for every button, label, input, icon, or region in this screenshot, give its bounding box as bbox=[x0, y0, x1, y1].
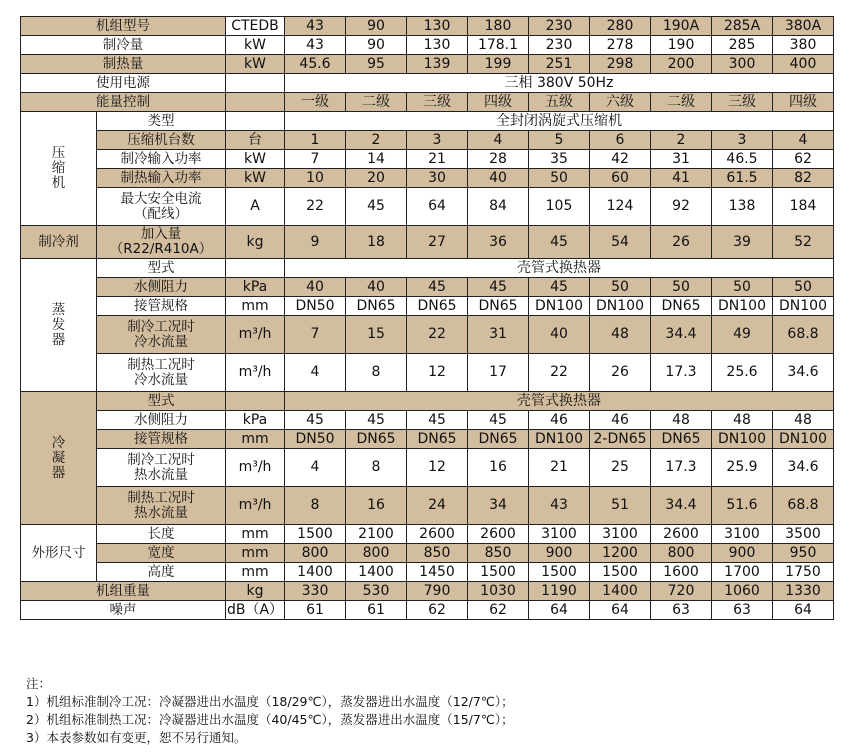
table-cell: 26 bbox=[651, 226, 712, 259]
table-cell: 1400 bbox=[590, 582, 651, 601]
table-row bbox=[21, 36, 834, 55]
spec-table bbox=[20, 16, 834, 620]
table-cell: 51 bbox=[590, 487, 651, 525]
row-label-cell: 类型 bbox=[97, 112, 226, 131]
table-cell: 1190 bbox=[529, 582, 590, 601]
note-2: 2）机组标准制热工况：冷凝器进出水温度（40/45℃），蒸发器进出水温度（15/7℃）； bbox=[26, 712, 514, 727]
table-cell: m³/h bbox=[226, 316, 285, 354]
table-cell: 285 bbox=[712, 36, 773, 55]
table-cell: 280 bbox=[590, 17, 651, 36]
table-cell: 17.3 bbox=[651, 449, 712, 487]
table-cell: 40 bbox=[285, 278, 346, 297]
table-row bbox=[21, 55, 834, 74]
table-cell: 61 bbox=[285, 601, 346, 620]
table-cell: DN50 bbox=[285, 430, 346, 449]
table-cell: 90 bbox=[346, 36, 407, 55]
table-cell: 42 bbox=[590, 150, 651, 169]
table-cell: 34.4 bbox=[651, 316, 712, 354]
table-cell: 1330 bbox=[773, 582, 834, 601]
table-cell: 92 bbox=[651, 188, 712, 226]
table-cell: 68.8 bbox=[773, 487, 834, 525]
table-cell: 62 bbox=[773, 150, 834, 169]
row-label-cell: 机组重量 bbox=[21, 582, 226, 601]
table-cell: 18 bbox=[346, 226, 407, 259]
table-cell: 12 bbox=[407, 449, 468, 487]
table-cell: 4 bbox=[773, 131, 834, 150]
table-cell: 230 bbox=[529, 17, 590, 36]
table-cell: 16 bbox=[346, 487, 407, 525]
table-cell: 45 bbox=[346, 188, 407, 226]
table-row bbox=[21, 17, 834, 36]
table-cell: 14 bbox=[346, 150, 407, 169]
table-cell: 16 bbox=[468, 449, 529, 487]
table-cell: 50 bbox=[529, 169, 590, 188]
table-cell: 61 bbox=[346, 601, 407, 620]
table-cell: DN65 bbox=[651, 297, 712, 316]
table-cell: 4 bbox=[285, 354, 346, 392]
table-cell: 60 bbox=[590, 169, 651, 188]
table-cell: 1700 bbox=[712, 563, 773, 582]
table-cell: 1060 bbox=[712, 582, 773, 601]
table-row bbox=[21, 297, 834, 316]
row-label-cell: 能量控制 bbox=[21, 93, 226, 112]
row-label-cell: 制冷工况时 热水流量 bbox=[97, 449, 226, 487]
table-cell: 8 bbox=[285, 487, 346, 525]
table-cell: 400 bbox=[773, 55, 834, 74]
row-label-cell: 制热量 bbox=[21, 55, 226, 74]
table-cell: mm bbox=[226, 563, 285, 582]
table-cell: 45 bbox=[529, 278, 590, 297]
table-cell: DN100 bbox=[529, 297, 590, 316]
table-cell: 184 bbox=[773, 188, 834, 226]
table-cell: 30 bbox=[407, 169, 468, 188]
table-row bbox=[21, 392, 834, 411]
table-cell: 40 bbox=[529, 316, 590, 354]
table-row bbox=[21, 74, 834, 93]
table-cell: 3 bbox=[712, 131, 773, 150]
table-cell: 1400 bbox=[285, 563, 346, 582]
table-cell: 50 bbox=[712, 278, 773, 297]
table-cell: DN65 bbox=[651, 430, 712, 449]
table-cell: 68.8 bbox=[773, 316, 834, 354]
table-row bbox=[21, 582, 834, 601]
table-cell: 720 bbox=[651, 582, 712, 601]
table-cell: 62 bbox=[407, 601, 468, 620]
table-cell: 45 bbox=[468, 278, 529, 297]
table-cell: 50 bbox=[590, 278, 651, 297]
notes-title: 注： bbox=[26, 676, 52, 691]
row-label-cell: 制热工况时 热水流量 bbox=[97, 487, 226, 525]
table-cell: 36 bbox=[468, 226, 529, 259]
table-cell: 61.5 bbox=[712, 169, 773, 188]
row-label-cell: 水侧阻力 bbox=[97, 278, 226, 297]
table-cell: DN100 bbox=[773, 430, 834, 449]
row-label-cell: 型式 bbox=[97, 259, 226, 278]
table-cell: 24 bbox=[407, 487, 468, 525]
row-label-cell: 长度 bbox=[97, 525, 226, 544]
table-cell: 40 bbox=[468, 169, 529, 188]
table-cell: 1500 bbox=[590, 563, 651, 582]
table-cell: kg bbox=[226, 226, 285, 259]
table-cell: DN100 bbox=[712, 430, 773, 449]
table-cell: 二级 bbox=[346, 93, 407, 112]
table-cell: 34.6 bbox=[773, 354, 834, 392]
table-cell: 64 bbox=[773, 601, 834, 620]
table-cell: 1750 bbox=[773, 563, 834, 582]
table-cell: 84 bbox=[468, 188, 529, 226]
table-cell: kg bbox=[226, 582, 285, 601]
table-cell: 850 bbox=[468, 544, 529, 563]
row-label-cell: 制冷剂 bbox=[21, 226, 97, 259]
table-cell: 35 bbox=[529, 150, 590, 169]
table-cell: 380 bbox=[773, 36, 834, 55]
table-cell: DN65 bbox=[407, 430, 468, 449]
table-cell: kPa bbox=[226, 278, 285, 297]
table-cell: 278 bbox=[590, 36, 651, 55]
note-1: 1）机组标准制冷工况：冷凝器进出水温度（18/29℃），蒸发器进出水温度（12/7℃）； bbox=[26, 694, 514, 709]
table-cell: 124 bbox=[590, 188, 651, 226]
table-cell: DN65 bbox=[407, 297, 468, 316]
table-cell: mm bbox=[226, 430, 285, 449]
row-label-cell: 制热输入功率 bbox=[97, 169, 226, 188]
row-label-cell: 宽度 bbox=[97, 544, 226, 563]
table-cell: 180 bbox=[468, 17, 529, 36]
row-label-cell: 压 缩 机 bbox=[21, 112, 97, 226]
table-row bbox=[21, 226, 834, 259]
table-cell: 壳管式换热器 bbox=[285, 392, 834, 411]
table-cell: A bbox=[226, 188, 285, 226]
table-cell: 45 bbox=[529, 226, 590, 259]
table-cell: 壳管式换热器 bbox=[285, 259, 834, 278]
table-cell: 25.9 bbox=[712, 449, 773, 487]
table-row bbox=[21, 131, 834, 150]
table-cell: mm bbox=[226, 525, 285, 544]
table-cell: kW bbox=[226, 36, 285, 55]
table-cell: 1600 bbox=[651, 563, 712, 582]
table-row bbox=[21, 93, 834, 112]
table-cell: 45 bbox=[407, 278, 468, 297]
table-cell bbox=[226, 392, 285, 411]
row-label-cell: 水侧阻力 bbox=[97, 411, 226, 430]
table-cell: DN100 bbox=[590, 297, 651, 316]
table-cell: 12 bbox=[407, 354, 468, 392]
table-row bbox=[21, 259, 834, 278]
table-cell: 46.5 bbox=[712, 150, 773, 169]
table-cell: 190A bbox=[651, 17, 712, 36]
table-cell: 4 bbox=[285, 449, 346, 487]
row-label-cell: 型式 bbox=[97, 392, 226, 411]
table-cell: 3100 bbox=[529, 525, 590, 544]
table-cell: 46 bbox=[529, 411, 590, 430]
table-cell: 200 bbox=[651, 55, 712, 74]
row-label-cell: 压缩机台数 bbox=[97, 131, 226, 150]
table-cell: 380A bbox=[773, 17, 834, 36]
table-row bbox=[21, 188, 834, 226]
table-cell: mm bbox=[226, 297, 285, 316]
table-cell: 3100 bbox=[712, 525, 773, 544]
row-label-cell: 加入量 （R22/R410A） bbox=[97, 226, 226, 259]
table-cell: DN100 bbox=[712, 297, 773, 316]
table-cell: 90 bbox=[346, 17, 407, 36]
table-cell: DN65 bbox=[468, 430, 529, 449]
table-cell: kW bbox=[226, 150, 285, 169]
table-cell: 62 bbox=[468, 601, 529, 620]
table-cell: m³/h bbox=[226, 449, 285, 487]
table-cell: 63 bbox=[712, 601, 773, 620]
table-cell: 2100 bbox=[346, 525, 407, 544]
table-cell: 95 bbox=[346, 55, 407, 74]
table-cell: 105 bbox=[529, 188, 590, 226]
table-cell: CTEDB bbox=[226, 17, 285, 36]
table-cell: 1400 bbox=[346, 563, 407, 582]
table-cell: 43 bbox=[285, 36, 346, 55]
table-cell: 900 bbox=[712, 544, 773, 563]
table-cell: 300 bbox=[712, 55, 773, 74]
table-cell: 50 bbox=[773, 278, 834, 297]
table-cell: 7 bbox=[285, 150, 346, 169]
table-cell: 45.6 bbox=[285, 55, 346, 74]
table-cell: 2-DN65 bbox=[590, 430, 651, 449]
table-cell: 138 bbox=[712, 188, 773, 226]
note-3: 3）本表参数如有变更，恕不另行通知。 bbox=[26, 730, 247, 745]
table-cell: DN65 bbox=[346, 297, 407, 316]
table-cell: 1200 bbox=[590, 544, 651, 563]
table-cell: 9 bbox=[285, 226, 346, 259]
row-label-cell: 最大安全电流 （配线） bbox=[97, 188, 226, 226]
table-cell: 2 bbox=[346, 131, 407, 150]
table-cell: 3 bbox=[407, 131, 468, 150]
table-row bbox=[21, 150, 834, 169]
table-cell: 2 bbox=[651, 131, 712, 150]
table-row bbox=[21, 354, 834, 392]
row-label-cell: 制冷工况时 冷水流量 bbox=[97, 316, 226, 354]
table-cell: 130 bbox=[407, 17, 468, 36]
table-row bbox=[21, 112, 834, 131]
table-cell: dB（A） bbox=[226, 601, 284, 618]
table-cell: DN50 bbox=[285, 297, 346, 316]
row-label-cell: 蒸 发 器 bbox=[21, 259, 97, 392]
table-cell: 43 bbox=[529, 487, 590, 525]
spec-table-body bbox=[21, 17, 834, 620]
table-cell: 800 bbox=[285, 544, 346, 563]
table-cell: 全封闭涡旋式压缩机 bbox=[285, 112, 834, 131]
table-cell: 530 bbox=[346, 582, 407, 601]
table-cell: 26 bbox=[590, 354, 651, 392]
table-cell: mm bbox=[226, 544, 285, 563]
table-cell: DN65 bbox=[346, 430, 407, 449]
table-cell: 46 bbox=[590, 411, 651, 430]
table-cell: 22 bbox=[407, 316, 468, 354]
table-cell: 330 bbox=[285, 582, 346, 601]
notes bbox=[26, 675, 514, 747]
table-cell: 四级 bbox=[773, 93, 834, 112]
table-row bbox=[21, 169, 834, 188]
table-cell bbox=[226, 112, 285, 131]
table-cell: 六级 bbox=[590, 93, 651, 112]
table-cell: 8 bbox=[346, 354, 407, 392]
table-cell: DN100 bbox=[529, 430, 590, 449]
table-cell: 28 bbox=[468, 150, 529, 169]
table-cell: 二级 bbox=[651, 93, 712, 112]
table-cell: 39 bbox=[712, 226, 773, 259]
table-cell: m³/h bbox=[226, 487, 285, 525]
table-cell: 27 bbox=[407, 226, 468, 259]
table-cell: 64 bbox=[407, 188, 468, 226]
table-cell: DN100 bbox=[773, 297, 834, 316]
table-cell: 台 bbox=[226, 131, 285, 150]
table-cell: 48 bbox=[773, 411, 834, 430]
table-cell: 178.1 bbox=[468, 36, 529, 55]
table-cell: 22 bbox=[529, 354, 590, 392]
table-cell: 64 bbox=[590, 601, 651, 620]
table-cell: 800 bbox=[346, 544, 407, 563]
table-row bbox=[21, 430, 834, 449]
table-cell: 63 bbox=[651, 601, 712, 620]
table-cell: 21 bbox=[529, 449, 590, 487]
table-cell: 45 bbox=[346, 411, 407, 430]
table-cell: 6 bbox=[590, 131, 651, 150]
table-cell: 130 bbox=[407, 36, 468, 55]
table-cell: 43 bbox=[285, 17, 346, 36]
table-cell: 49 bbox=[712, 316, 773, 354]
table-cell: 48 bbox=[590, 316, 651, 354]
table-row bbox=[21, 563, 834, 582]
table-cell: 251 bbox=[529, 55, 590, 74]
table-cell: kW bbox=[226, 169, 285, 188]
table-cell: 3100 bbox=[590, 525, 651, 544]
table-cell: 三级 bbox=[712, 93, 773, 112]
table-cell: 一级 bbox=[285, 93, 346, 112]
table-row bbox=[21, 449, 834, 487]
row-label-cell: 外形尺寸 bbox=[21, 525, 97, 582]
table-cell: 800 bbox=[651, 544, 712, 563]
table-cell: 850 bbox=[407, 544, 468, 563]
table-cell: 22 bbox=[285, 188, 346, 226]
table-row bbox=[21, 601, 834, 620]
table-cell: 54 bbox=[590, 226, 651, 259]
table-cell: 17.3 bbox=[651, 354, 712, 392]
table-cell: 三级 bbox=[407, 93, 468, 112]
row-label-cell: 制热工况时 冷水流量 bbox=[97, 354, 226, 392]
table-row bbox=[21, 544, 834, 563]
row-label-cell: 接管规格 bbox=[97, 430, 226, 449]
table-row bbox=[21, 278, 834, 297]
table-cell: 2600 bbox=[407, 525, 468, 544]
table-cell: 2600 bbox=[468, 525, 529, 544]
table-cell: 790 bbox=[407, 582, 468, 601]
row-label-cell: 机组型号 bbox=[21, 17, 226, 36]
table-cell: 20 bbox=[346, 169, 407, 188]
table-cell: 34.4 bbox=[651, 487, 712, 525]
table-cell: 1500 bbox=[468, 563, 529, 582]
table-cell: 1500 bbox=[529, 563, 590, 582]
table-cell: kW bbox=[226, 55, 285, 74]
table-cell: 51.6 bbox=[712, 487, 773, 525]
table-cell: 82 bbox=[773, 169, 834, 188]
table-cell: 45 bbox=[468, 411, 529, 430]
table-row bbox=[21, 411, 834, 430]
table-cell: 31 bbox=[468, 316, 529, 354]
table-cell: 64 bbox=[529, 601, 590, 620]
table-cell: 199 bbox=[468, 55, 529, 74]
table-cell: 5 bbox=[529, 131, 590, 150]
table-cell: 50 bbox=[651, 278, 712, 297]
table-cell: 45 bbox=[407, 411, 468, 430]
table-cell: 8 bbox=[346, 449, 407, 487]
table-cell bbox=[226, 74, 285, 93]
table-cell: 21 bbox=[407, 150, 468, 169]
table-cell: 1030 bbox=[468, 582, 529, 601]
table-cell: m³/h bbox=[226, 354, 285, 392]
table-cell: 52 bbox=[773, 226, 834, 259]
row-label-cell: 噪声 bbox=[21, 601, 226, 620]
table-cell: 190 bbox=[651, 36, 712, 55]
table-cell: 48 bbox=[651, 411, 712, 430]
table-cell: 41 bbox=[651, 169, 712, 188]
table-cell bbox=[226, 93, 285, 112]
table-cell: 40 bbox=[346, 278, 407, 297]
table-cell: 31 bbox=[651, 150, 712, 169]
table-cell bbox=[226, 259, 285, 278]
table-cell: 34 bbox=[468, 487, 529, 525]
table-row bbox=[21, 525, 834, 544]
table-cell: 三相 380V 50Hz bbox=[285, 74, 834, 93]
table-cell: 2600 bbox=[651, 525, 712, 544]
table-cell: 298 bbox=[590, 55, 651, 74]
table-cell: 1500 bbox=[285, 525, 346, 544]
table-cell: 17 bbox=[468, 354, 529, 392]
table-cell: 25.6 bbox=[712, 354, 773, 392]
table-cell: 1 bbox=[285, 131, 346, 150]
table-cell: 139 bbox=[407, 55, 468, 74]
table-cell: 45 bbox=[285, 411, 346, 430]
table-cell: 1450 bbox=[407, 563, 468, 582]
row-label-cell: 制冷量 bbox=[21, 36, 226, 55]
table-cell: 3500 bbox=[773, 525, 834, 544]
table-cell: 900 bbox=[529, 544, 590, 563]
table-cell: 五级 bbox=[529, 93, 590, 112]
table-cell: 10 bbox=[285, 169, 346, 188]
table-cell: 285A bbox=[712, 17, 773, 36]
row-label-cell: 制冷输入功率 bbox=[97, 150, 226, 169]
row-label-cell: 接管规格 bbox=[97, 297, 226, 316]
table-cell: 四级 bbox=[468, 93, 529, 112]
row-label-cell: 高度 bbox=[97, 563, 226, 582]
table-row bbox=[21, 487, 834, 525]
table-cell: 4 bbox=[468, 131, 529, 150]
table-cell: 34.6 bbox=[773, 449, 834, 487]
table-cell: 48 bbox=[712, 411, 773, 430]
table-cell: 25 bbox=[590, 449, 651, 487]
row-label-cell: 冷 凝 器 bbox=[21, 392, 97, 525]
table-cell: DN65 bbox=[468, 297, 529, 316]
table-cell: 230 bbox=[529, 36, 590, 55]
table-cell: 950 bbox=[773, 544, 834, 563]
table-cell: 7 bbox=[285, 316, 346, 354]
table-row bbox=[21, 316, 834, 354]
table-cell: 15 bbox=[346, 316, 407, 354]
row-label-cell: 使用电源 bbox=[21, 74, 226, 93]
table-cell: kPa bbox=[226, 411, 285, 430]
